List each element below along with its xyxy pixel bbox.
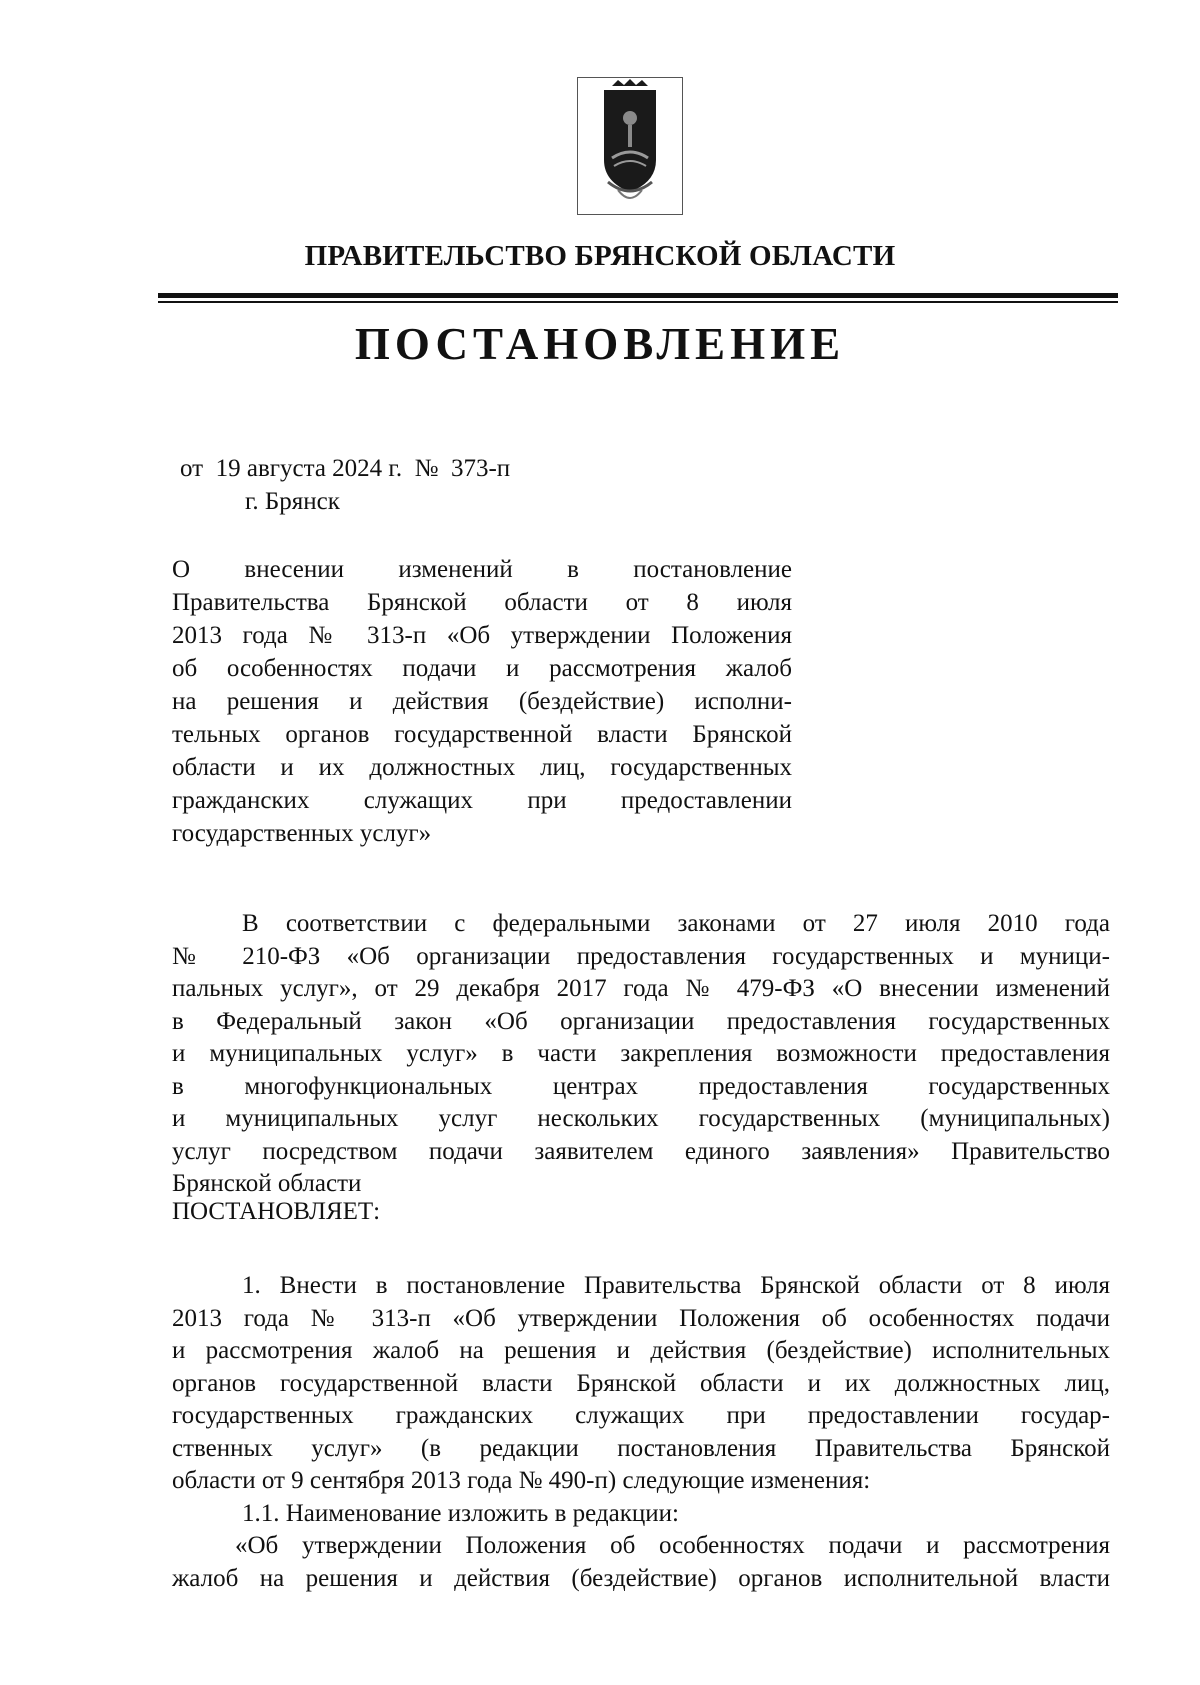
government-title: ПРАВИТЕЛЬСТВО БРЯНСКОЙ ОБЛАСТИ [304,240,896,272]
header-divider-thick [158,293,1118,298]
subject-line: на решения и действия (бездействие) исполни- [172,688,792,715]
item-1-paragraph [172,1270,1110,1595]
subject-block [172,553,792,850]
subject-line: тельных органов государственной власти Брянской [172,721,792,748]
preamble-line: в Федеральный закон «Об организации предоставления государственных [172,1007,1110,1035]
subject-line: области и их должностных лиц, государственных [172,754,792,781]
preamble-line: и муниципальных услуг» в части закрепления возможности предоставления [172,1040,1110,1067]
item-line: области от 9 сентября 2013 года № 490-п) следующие изменения: [172,1467,871,1494]
subject-line: 2013 года № 313-п «Об утверждении Положения [172,622,792,649]
item-line: органов государственной власти Брянской области и их должностных лиц, [172,1369,1110,1397]
item-line: государственных гражданских служащих при предоставлении государ- [172,1402,1110,1429]
preamble-paragraph [172,908,1110,1201]
date-number-line: от 19 августа 2024 г. № 373-п [180,455,511,482]
header-divider-thin [158,301,1118,303]
subject-line: гражданских служащих при предоставлении [172,787,792,814]
resolve-heading: ПОСТАНОВЛЯЕТ: [172,1198,381,1225]
preamble-line: пальных услуг», от 29 декабря 2017 года № 479-ФЗ «О внесении изменений [172,975,1110,1002]
subject-line: об особенностях подачи и рассмотрения жалоб [172,655,792,682]
coat-of-arms-icon [577,77,683,215]
subject-line: государственных услуг» [172,820,432,847]
item-line: 1.1. Наименование изложить в редакции: [242,1499,679,1527]
preamble-line: и муниципальных услуг нескольких государственных (муниципальных) [172,1105,1110,1132]
subject-line: Правительства Брянской области от 8 июля [172,589,792,616]
preamble-line: в многофункциональных центрах предоставления государственных [172,1072,1110,1100]
preamble-line: услуг посредством подачи заявителем единого заявления» Правительство [172,1137,1110,1165]
subject-line: О внесении изменений в постановление [172,556,792,583]
preamble-line: Брянской области [172,1170,362,1197]
item-line: 1. Внести в постановление Правительства Брянской области от 8 июля [242,1272,1110,1299]
item-line: ственных услуг» (в редакции постановления Правительства Брянской [172,1434,1110,1462]
item-line: и рассмотрения жалоб на решения и действия (бездействие) исполнительных [172,1337,1110,1364]
city-line: г. Брянск [245,488,340,515]
item-line: жалоб на решения и действия (бездействие) органов исполнительной власти [172,1564,1110,1592]
preamble-line: № 210-ФЗ «Об организации предоставления государственных и муници- [172,942,1110,970]
preamble-line: В соответствии с федеральными законами от 27 июля 2010 года [242,910,1110,937]
document-type-title: ПОСТАНОВЛЕНИЕ [354,319,846,369]
item-line: «Об утверждении Положения об особенностях подачи и рассмотрения [235,1532,1110,1559]
item-line: 2013 года № 313-п «Об утверждении Положения об особенностях подачи [172,1304,1110,1332]
